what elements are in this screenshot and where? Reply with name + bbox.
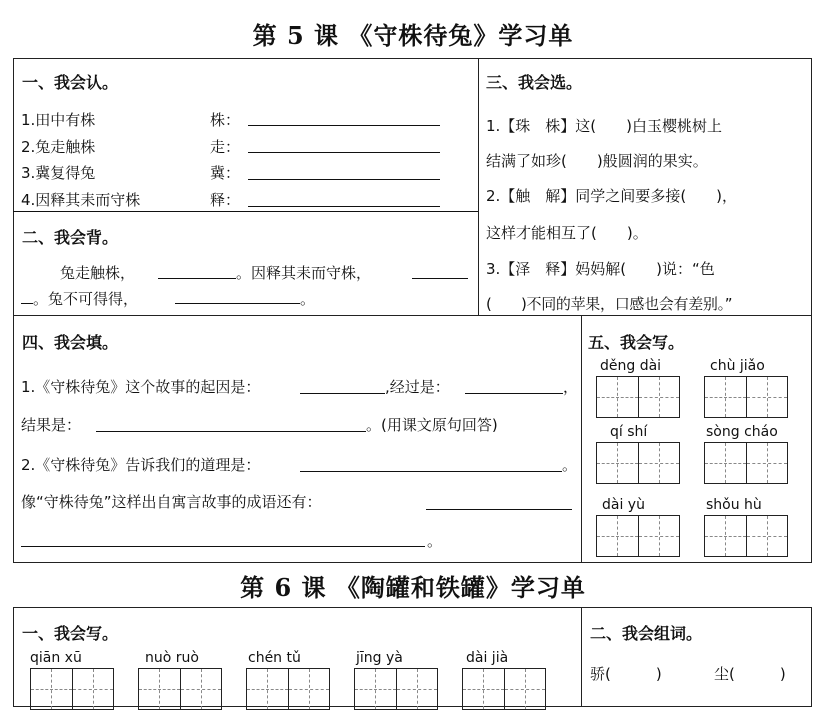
recognize-item: 4.因释其耒而守株 [21,191,141,209]
writing-grid[interactable] [704,376,788,418]
writing-grid[interactable] [596,515,680,557]
section-title: 二、我会背。 [22,228,119,247]
answer-line[interactable] [248,125,440,126]
section-title: 四、我会填。 [22,333,119,352]
section-title: 一、我会写。 [22,624,119,643]
answer-line[interactable] [426,509,572,510]
pinyin-label: shǒu hù [706,497,762,513]
section-title: 三、我会选。 [486,73,583,92]
answer-line[interactable] [412,278,468,279]
pinyin-label: dài yù [602,497,645,513]
recite-text: 。兔不可得得， [33,290,139,308]
writing-grid[interactable] [354,668,438,710]
pinyin-label: dài jià [466,650,509,666]
answer-line[interactable] [300,471,562,472]
writing-grid[interactable] [246,668,330,710]
pinyin-label: sòng cháo [706,424,778,440]
fill-text: 2.《守株待兔》告诉我们的道理是： [21,456,261,474]
choose-line: 这样才能相互了( )。 [486,224,648,242]
lesson6-title: 第 6 课 《陶罐和铁罐》学习单 [240,573,586,602]
recognize-item: 1.田中有株 [21,111,96,129]
answer-line[interactable] [248,152,440,153]
recite-text: 兔走触株， [60,264,136,282]
recognize-char: 释： [210,191,241,209]
recognize-item: 3.冀复得兔 [21,164,96,182]
pinyin-label: chù jiǎo [710,358,765,374]
answer-line[interactable] [248,206,440,207]
fill-text: 。 [427,532,443,550]
pinyin-label: nuò ruò [145,650,199,666]
pinyin-label: qiān xū [30,650,82,666]
writing-grid[interactable] [704,515,788,557]
answer-line[interactable] [21,303,33,304]
section-title: 五、我会写。 [588,333,685,352]
section-title: 一、我会认。 [22,73,119,92]
fill-text: 。 [562,456,578,474]
fill-text: ,经过是： [385,378,450,396]
lesson5-title: 第 5 课 《守株待兔》学习单 [252,21,574,50]
choose-line: 2.【触 解】同学之间要多接( )， [486,187,738,205]
word-group-item: 骄( ) [590,665,662,683]
answer-line[interactable] [158,278,236,279]
writing-grid[interactable] [596,376,680,418]
writing-grid[interactable] [704,442,788,484]
fill-text: 。(用课文原句回答) [366,416,498,434]
writing-grid[interactable] [30,668,114,710]
pinyin-label: děng dài [600,358,662,374]
choose-line: ( )不同的苹果，口感也会有差别。” [486,295,733,313]
recognize-char: 株： [210,111,241,129]
pinyin-label: chén tǔ [248,650,301,666]
pinyin-label: qí shí [610,424,648,440]
fill-text: 结果是： [21,416,82,434]
recite-text: 。 [300,290,316,308]
choose-line: 1.【珠 株】这( )白玉樱桃树上 [486,117,723,135]
choose-line: 3.【泽 释】妈妈解( )说：“色 [486,260,715,278]
fill-text: 1.《守株待兔》这个故事的起因是： [21,378,261,396]
recognize-char: 冀： [210,164,241,182]
fill-text: ， [563,378,579,396]
pinyin-label: jīng yà [356,650,403,666]
answer-line[interactable] [248,179,440,180]
divider [13,211,478,212]
answer-line[interactable] [300,393,385,394]
writing-grid[interactable] [138,668,222,710]
recognize-item: 2.兔走触株 [21,138,96,156]
answer-line[interactable] [175,303,300,304]
answer-line[interactable] [96,431,366,432]
writing-grid[interactable] [462,668,546,710]
word-group-item: 尘( ) [714,665,786,683]
answer-line[interactable] [465,393,563,394]
writing-grid[interactable] [596,442,680,484]
recognize-char: 走： [210,138,241,156]
section-title: 二、我会组词。 [590,624,703,643]
fill-text: 像“守株待兔”这样出自寓言故事的成语还有： [21,493,322,511]
answer-line[interactable] [21,546,425,547]
choose-line: 结满了如珍( )般圆润的果实。 [486,152,708,170]
recite-text: 。因释其耒而守株， [236,264,372,282]
